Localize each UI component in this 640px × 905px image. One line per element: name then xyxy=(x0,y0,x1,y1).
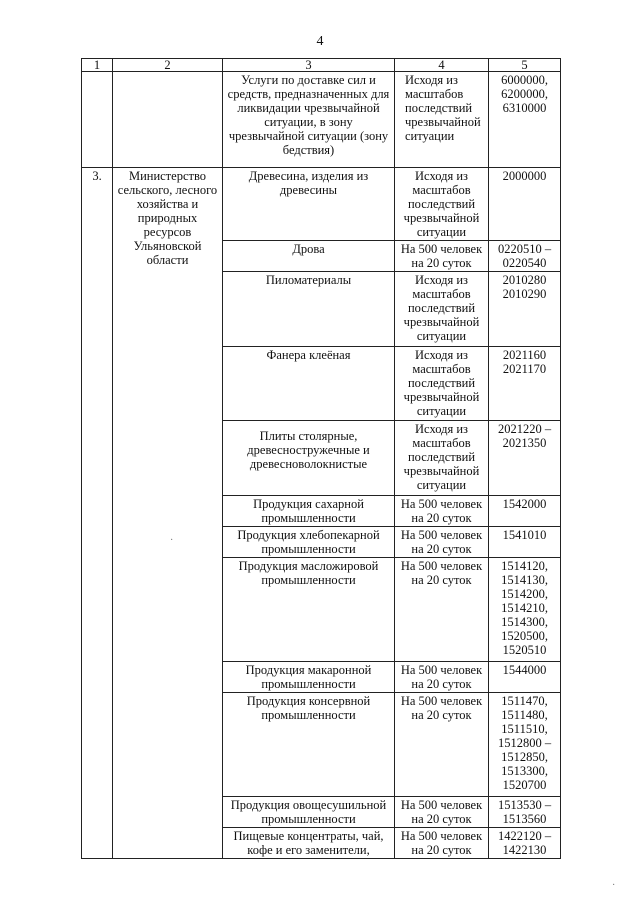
header-col-3: 3 xyxy=(223,59,395,72)
product-cell: Дрова xyxy=(223,241,395,272)
basis-cell: Исходя из масштабов последствий чрезвычайной ситуации xyxy=(395,347,489,421)
header-col-5: 5 xyxy=(489,59,561,72)
codes-cell: 1541010 xyxy=(489,527,561,558)
product-cell: Продукция макаронной промышленности xyxy=(223,662,395,693)
basis-cell: На 500 человек на 20 суток xyxy=(395,527,489,558)
product-cell: Продукция консервной промышленности xyxy=(223,693,395,797)
basis-cell: Исходя из масштабов последствий чрезвычайной ситуации xyxy=(395,272,489,347)
header-col-1: 1 xyxy=(82,59,113,72)
scan-speck: · xyxy=(612,880,616,891)
codes-cell: 1513530 – 1513560 xyxy=(489,797,561,828)
codes-cell: 6000000, 6200000, 6310000 xyxy=(489,72,561,168)
basis-cell: На 500 человек на 20 суток xyxy=(395,828,489,859)
codes-cell: 0220510 – 0220540 xyxy=(489,241,561,272)
page-number: 4 xyxy=(316,34,324,49)
product-cell: Фанера клеёная xyxy=(223,347,395,421)
product-cell: Продукция хлебопекарной промышленности xyxy=(223,527,395,558)
codes-cell: 2021220 – 2021350 xyxy=(489,421,561,496)
codes-cell: 1544000 xyxy=(489,662,561,693)
basis-cell: На 500 человек на 20 суток xyxy=(395,241,489,272)
product-cell: Плиты столярные, древесностружечные и древесноволокнистые xyxy=(223,421,395,496)
product-cell: Древесина, изделия из древесины xyxy=(223,168,395,241)
codes-cell: 1422120 – 1422130 xyxy=(489,828,561,859)
codes-cell: 1511470, 1511480, 1511510, 1512800 – 1512850, 1513300, 1520700 xyxy=(489,693,561,797)
codes-cell: 2010280 2010290 xyxy=(489,272,561,347)
basis-cell: На 500 человек на 20 суток xyxy=(395,693,489,797)
row-number: 3. xyxy=(82,168,113,859)
product-cell: Пиломатериалы xyxy=(223,272,395,347)
product-cell: Продукция овощесушильной промышленности xyxy=(223,797,395,828)
basis-cell: На 500 человек на 20 суток xyxy=(395,662,489,693)
table-row xyxy=(82,72,561,168)
row-number xyxy=(82,72,113,168)
product-cell: Услуги по доставке сил и средств, предназначенных для ликвидации чрезвычайной ситуации, в зону чрезвычайной ситуации (зону бедствия) xyxy=(223,72,395,168)
basis-cell: На 500 человек на 20 суток xyxy=(395,797,489,828)
codes-cell: 1514120, 1514130, 1514200, 1514210, 1514300, 1520500, 1520510 xyxy=(489,558,561,662)
header-row xyxy=(82,59,561,72)
basis-cell: Исходя из масштабов последствий чрезвычайной ситуации xyxy=(395,421,489,496)
codes-cell: 1542000 xyxy=(489,496,561,527)
basis-cell: Исходя из масштабов последствий чрезвычайной ситуации xyxy=(395,72,489,168)
codes-cell: 2000000 xyxy=(489,168,561,241)
organization-cell xyxy=(113,72,223,168)
header-col-4: 4 xyxy=(395,59,489,72)
product-cell: Пищевые концентраты, чай, кофе и его заменители, xyxy=(223,828,395,859)
product-cell: Продукция сахарной промышленности xyxy=(223,496,395,527)
basis-cell: На 500 человек на 20 суток xyxy=(395,558,489,662)
organization-cell: Министерство сельского, лесного хозяйства и природных ресурсов Ульяновской области xyxy=(113,168,223,859)
codes-cell: 2021160 2021170 xyxy=(489,347,561,421)
table-row xyxy=(82,168,561,241)
basis-cell: Исходя из масштабов последствий чрезвычайной ситуации xyxy=(395,168,489,241)
header-col-2: 2 xyxy=(113,59,223,72)
scan-speck: · xyxy=(170,535,174,546)
resources-table xyxy=(81,58,561,859)
product-cell: Продукция масложировой промышленности xyxy=(223,558,395,662)
basis-cell: На 500 человек на 20 суток xyxy=(395,496,489,527)
